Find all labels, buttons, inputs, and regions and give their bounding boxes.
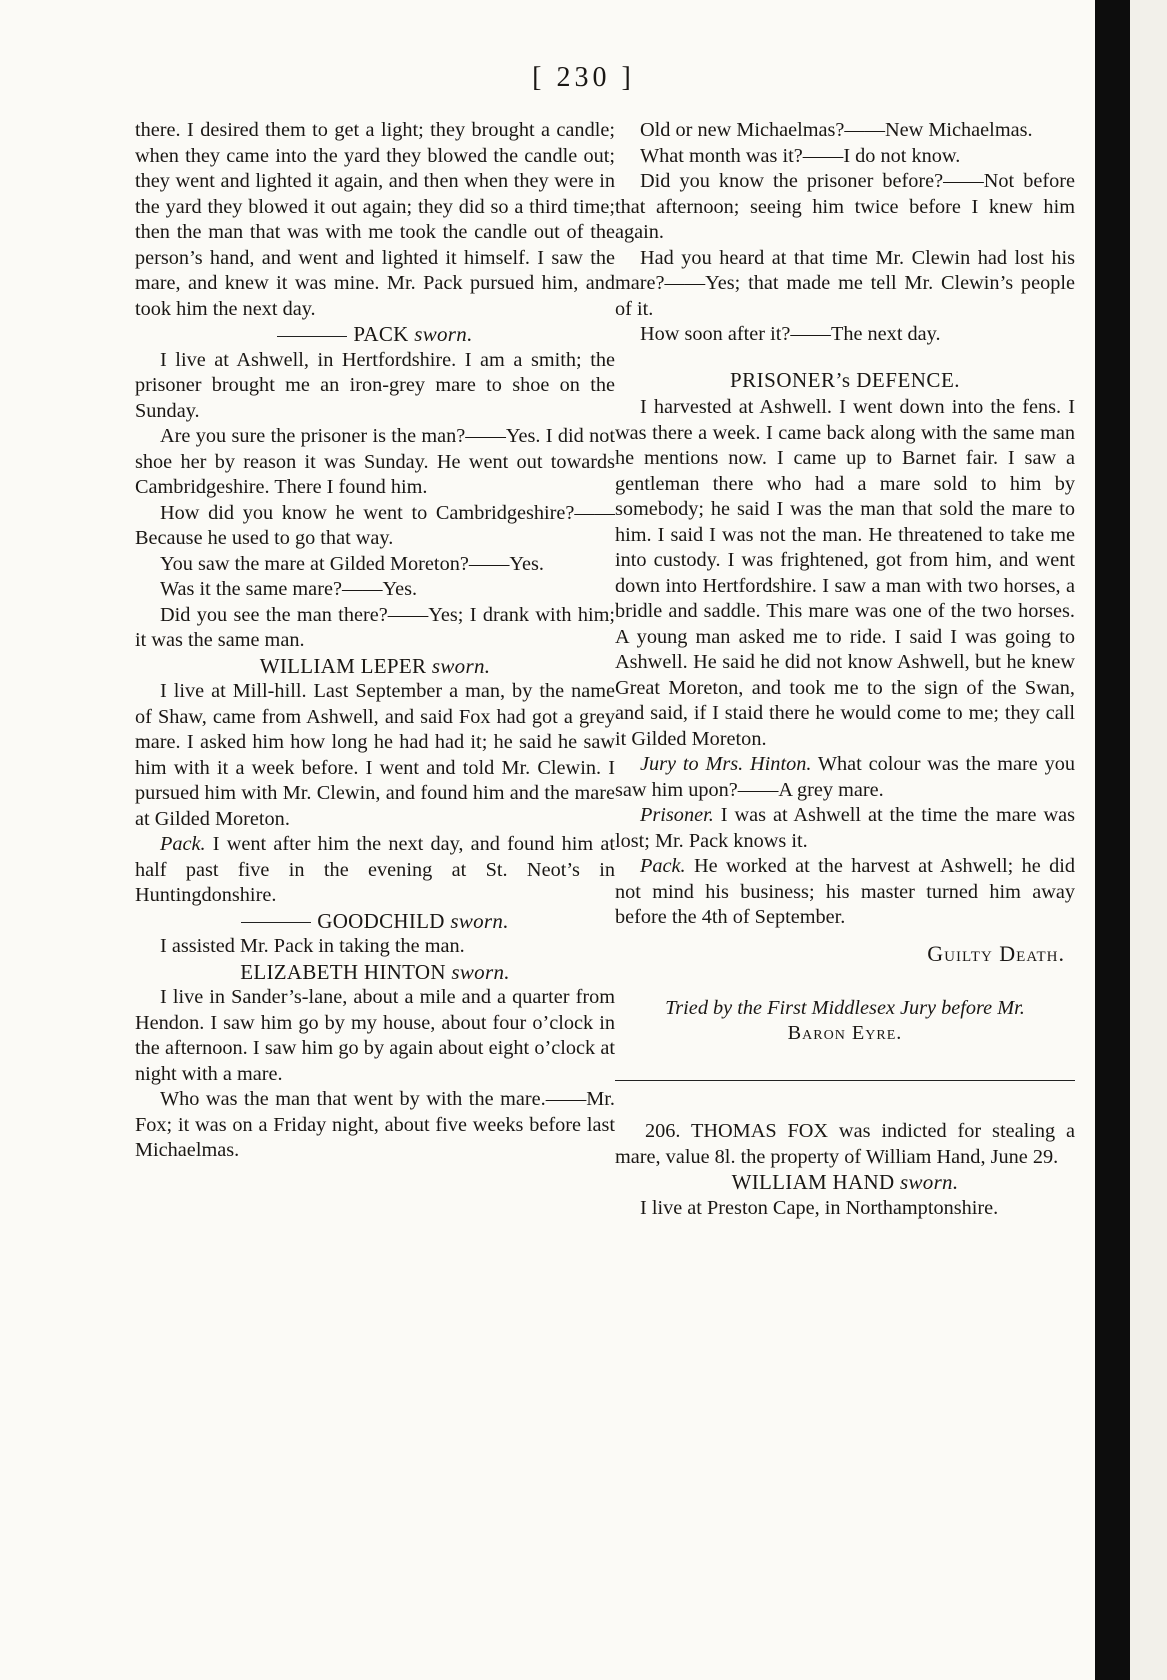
hand-testimony: I live at Preston Cape, in Northamptonshire.	[640, 1196, 999, 1219]
witness-name: ELIZABETH HINTON	[240, 959, 446, 984]
sworn-label: sworn.	[451, 959, 510, 984]
testimony-paragraph	[135, 832, 615, 909]
section-heading: PRISONER’s DEFENCE.	[729, 367, 961, 392]
witness-name: GOODCHILD	[317, 908, 445, 933]
testimony-paragraph: I harvested at Ashwell. I went down into the fens. I was there a week. I came back along with the same man he mentions now. I came up to Barnet fair. I saw a gentleman there who had a mare sold to him by somebody; he said I was the man that sold the mare to him. I said I was not the man. He threatened to take me into custody. I was frightened, got from him, and went down into Hertfordshire. I saw a man with two horses, a bridle and saddle. This mare was one of the two horses. A young man asked me to ride. I said I was going to Ashwell. He said he did not know Ashwell, but he knew Great Moreton, and took me to the sign of the Swan, and said, if I staid there he would come to me; they call it Gilded Moreton.	[615, 396, 1075, 750]
testimony-paragraph: Was it the same mare?——Yes.	[160, 578, 418, 600]
testimony-paragraph: I assisted Mr. Pack in taking the man.	[160, 935, 465, 957]
speech-text: He worked at the harvest at Ashwell; he did not mind his business; his master turned him away before the 4th of September.	[615, 855, 1075, 928]
page-binding-edge	[1095, 0, 1130, 1680]
testimony-paragraph	[615, 803, 1075, 854]
testimony-paragraph: How did you know he went to Cambridgeshire?——Because he used to go that way.	[135, 501, 615, 549]
testimony-paragraph: Are you sure the prisoner is the man?——Yes. I did not shoe her by reason it was Sunday. He went out towards Cambridgeshire. There I found him.	[135, 425, 615, 498]
case-206-indictment: 206. THOMAS FOX was indicted for stealing a mare, value 8l. the property of William Hand, June 29.	[615, 1120, 1075, 1168]
witness-heading	[135, 322, 615, 348]
testimony-paragraph: there. I desired them to get a light; they brought a candle; when they came into the yard they blowed the candle out; they went and lighted it again, and then when they were in the yard they blowed it out again; they did so a third time; then the man that was with me took the candle out of the person’s hand, and went and lighted it himself. I saw the mare, and knew it was mine. Mr. Pack pursued him, and took him the next day.	[135, 119, 615, 320]
witness-name: PACK	[353, 322, 409, 346]
sworn-label: sworn.	[899, 1170, 959, 1194]
heading-rule	[241, 922, 311, 923]
witness-heading	[135, 960, 615, 986]
testimony-paragraph: Had you heard at that time Mr. Clewin had lost his mare?——Yes; that made me tell Mr. Clewin’s people of it.	[615, 246, 1075, 320]
verdict: Guilty Death.	[927, 940, 1065, 966]
testimony-paragraph: Did you see the man there?——Yes; I drank with him; it was the same man.	[135, 603, 615, 651]
testimony-paragraph: I live at Mill-hill. Last September a man, by the name of Shaw, came from Ashwell, and said Fox had got a grey mare. I asked him how long he had had it; he said he saw him with it a week before. I went and told Mr. Clewin. I pursued him with Mr. Clewin, and found him and the mare at Gilded Moreton.	[135, 680, 615, 830]
witness-heading-hand	[615, 1170, 1075, 1196]
testimony-paragraph: Did you know the prisoner before?——Not before that afternoon; seeing him twice before I knew him again.	[615, 170, 1075, 243]
witness-name: WILLIAM HAND	[731, 1170, 895, 1194]
right-column	[615, 118, 1075, 1221]
page-number: [ 230 ]	[532, 62, 635, 93]
testimony-paragraph	[615, 854, 1075, 931]
testimony-paragraph	[615, 752, 1075, 803]
speech-text: I was at Ashwell at the time the mare was lost; Mr. Pack knows it.	[615, 804, 1075, 852]
testimony-paragraph: Old or new Michaelmas?——New Michaelmas.	[640, 119, 1033, 141]
trial-jury-text: Tried by the First Middlesex Jury before Mr.	[665, 997, 1025, 1019]
trial-jury-line	[615, 996, 1075, 1046]
heading-rule	[277, 336, 347, 337]
sworn-label: sworn.	[414, 322, 473, 346]
sworn-label: sworn.	[450, 908, 509, 933]
speaker-label: Pack.	[160, 833, 206, 855]
right-column-testimony	[615, 118, 1075, 931]
left-column	[135, 118, 615, 1164]
speaker-label: Pack.	[640, 855, 686, 877]
speaker-label: Jury to Mrs. Hinton.	[640, 753, 812, 775]
witness-heading	[135, 654, 615, 680]
testimony-paragraph: You saw the mare at Gilded Moreton?——Yes.	[160, 552, 544, 575]
speech-text: I went after him the next day, and found him at half past five in the evening at St. Neot’s in Huntingdonshire.	[135, 833, 615, 906]
testimony-paragraph: I live at Ashwell, in Hertfordshire. I am a smith; the prisoner brought me an iron-grey mare to shoe on the Sunday.	[135, 348, 615, 422]
scan-margin	[1130, 0, 1167, 1680]
testimony-paragraph: Who was the man that went by with the mare.——Mr. Fox; it was on a Friday night, about five weeks before last Michaelmas.	[135, 1088, 615, 1161]
speaker-label: Prisoner.	[640, 804, 714, 826]
testimony-paragraph: I live in Sander’s-lane, about a mile and a quarter from Hendon. I saw him go by my house, about four o’clock in the afternoon. I saw him go by again about eight o’clock at night with a mare.	[135, 986, 615, 1085]
sworn-label: sworn.	[431, 653, 491, 678]
section-divider	[615, 1080, 1075, 1081]
witness-heading	[135, 909, 615, 935]
speech-text: What colour was the mare you saw him upon?——A grey mare.	[615, 753, 1075, 801]
witness-name: WILLIAM LEPER	[259, 653, 427, 678]
trial-judge: Baron Eyre.	[787, 1022, 903, 1044]
testimony-paragraph: What month was it?——I do not know.	[640, 144, 961, 167]
testimony-paragraph: How soon after it?——The next day.	[640, 323, 941, 345]
